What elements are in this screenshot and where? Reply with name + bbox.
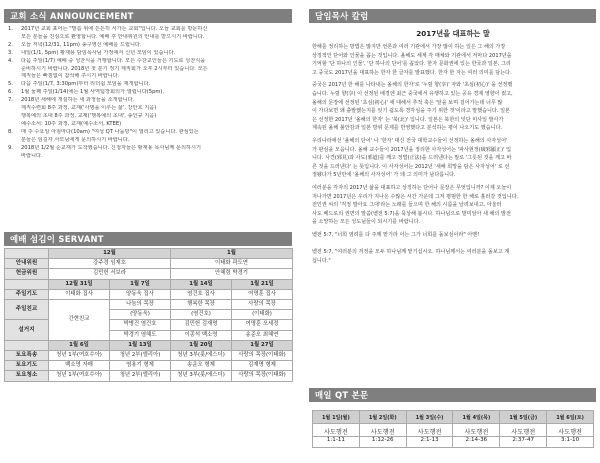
date-header: 1월 6일	[49, 340, 110, 350]
qt-day: 1월 2일(화)	[359, 411, 406, 424]
announcement-line: 준비하시기 바랍니다. 2018년 첫 분기 정기 제직회가 오후 2시부터 있습니다. 모든	[21, 65, 208, 72]
announcement-line: 2017년 교회 표어는 "말씀 위에 든든히 서가는 교회"입니다. 오늘 교회를 방문하신	[21, 26, 208, 32]
table-corner	[5, 340, 49, 350]
qt-book: 사도행전	[547, 424, 594, 437]
announcement-number: 1.	[8, 26, 13, 32]
announcement-line: 매 주 수요일 아침마다(10am) "여성 QT 나눔방"이 열리고 있습니다. 관심있는	[21, 128, 199, 135]
column-line: 우리나라에선 '올해의 단어' 나 '한자' 대신 전국 대학교수들이 선정하는 올해의 사자성어'	[312, 137, 508, 144]
column-line: 가 관심을 모읍니다. 올해 교수들이 2017년을 정리한 사자성어는 '파사현정(破邪顯正)' 입	[312, 146, 512, 153]
announcement-line: 분들은 임길자 사모님에게 문의하시기 바랍니다.	[21, 136, 130, 143]
announcement-line: 제직들은 빠짐없이 참석해 주시기 바랍니다.	[21, 73, 120, 80]
table-row	[5, 300, 293, 310]
table-cell: (염건호)	[171, 310, 232, 320]
announcement-number: 6.	[8, 89, 13, 96]
service-table	[4, 248, 293, 382]
column-paragraph	[312, 231, 594, 265]
column-line: 습니다. 누릴 향(享) 이 선정된 배경엔 최근 중국에서 유행하고 있는 공유 경제 영향이 컸고,	[312, 90, 513, 97]
qt-verse: 1:12-26	[359, 437, 406, 448]
column-line: 한해를 정리하는 방법은 많지만 언론과 여러 기관에서 가장 많이 하는 일은 그 해의 가장	[312, 44, 506, 50]
table-cell: 이태화 곽도연	[171, 259, 293, 269]
column-line: 벧전 5:7, "너희 염려를 다 주께 맡기라 이는 그가 너희를 돌보심이라" 아멘!	[312, 231, 480, 238]
table-cell: 김민헌 김재명	[171, 320, 232, 330]
announcement-line: 오늘 저녁(12/31, 11pm) 송구영신 예배를 드립니다.	[21, 41, 142, 48]
column-paragraph	[312, 81, 594, 133]
qt-verse: 2:14-36	[453, 437, 500, 448]
qt-verses-row	[313, 437, 594, 448]
column-paragraph	[312, 137, 594, 180]
qt-table	[312, 410, 594, 448]
column-line: 정됐다가 5년만에 '올해의 사자성어' 가 돼 그 의미가 남다릅니다.	[312, 172, 456, 179]
row-label: 토요기도	[5, 361, 49, 371]
announcement-line: 제직수련회 8주 과정, 교재('사명을 이루는 삶', 강안호 지음)	[21, 105, 157, 112]
column-line: 른 것을 드러낸다' 는 뜻입니다. 이 사자성어는 2012년 '새해 희망을 담은 사자성어' 로 선	[312, 163, 510, 170]
qt-days-row	[313, 411, 594, 424]
service-header: 예배 섬김이 SERVANT	[4, 232, 292, 246]
announcement-item	[8, 97, 292, 129]
announcement-line: 2018년 새해에 개설하는 새 과정들을 소개합니다.	[21, 97, 135, 104]
announcement-line: 다음 주일(1/7) 예배 중 성찬식을 거행합니다. 모든 수찬교인들은 기도로 성찬식을	[21, 57, 206, 64]
date-header: 1월 21일	[232, 279, 293, 289]
announcement-text	[21, 26, 292, 42]
announcement-line: 2018년 1/2월 순교재가 도착했습니다. 신청자들은 황재용 목사님께 문의하시기	[21, 144, 202, 151]
announcement-text	[21, 81, 292, 89]
announcement-text	[21, 97, 292, 129]
announcement-line: 바랍니다.	[21, 152, 43, 159]
announcement-number: 4.	[8, 57, 13, 64]
column-line: 지나가면 2017년은 우리가 지나온 수많은 시간 가운데 그저 평범한 한 해로 흘러갈 것입니다.	[312, 193, 519, 200]
column-line: 여러분을 각자의 2017년 삶을 대표하고 상징하는 단어나 문장은 무엇입니까? 이제 오늘이	[312, 184, 512, 191]
qt-book: 사도행전	[453, 424, 500, 437]
column-line: 이 가다보면 왜 출발했는지를 잊기 쉽도록 경각심을 주기 위한 것'이라고 말했습니다. 일본	[312, 108, 510, 115]
column-line: 중국은 2017년 한 해를 나타내는 올해의 한자'로 '누릴 향(享)' 자와 '초심(初心)' 을 선정했	[312, 82, 513, 89]
date-header: 12월 31일	[49, 279, 110, 289]
table-cell: 이태화 집사	[49, 289, 110, 299]
announcement-item	[8, 81, 292, 89]
qt-day: 1월 5일(금)	[500, 411, 547, 424]
qt-day: 1월 4일(목)	[453, 411, 500, 424]
table-cell: 박경기 염혜도	[110, 330, 171, 340]
date-header: 1월 14일	[171, 279, 232, 289]
table-row	[5, 320, 293, 330]
row-label: 주일친교	[5, 300, 49, 320]
column-line: 십니다."	[312, 257, 331, 264]
table-row	[5, 259, 293, 269]
table-cell: 여명훈 오세정	[232, 320, 293, 330]
announcement-text	[21, 58, 292, 82]
column-line: 벧전 5:7, "여러분의 걱정을 모두 하나님께 맡기십시오. 하나님께서는 여러분을 돌보고 계	[312, 249, 510, 256]
column-line: 은 선정한 2017년 '올해의 한자' 는 '북(北)' 입니다. 일본은 북한의 잇단 미사일 발사가	[312, 116, 504, 123]
announcement-text	[21, 89, 292, 97]
table-cell: 여명훈 집사	[232, 289, 293, 299]
table-cell: 이종석 백소영	[171, 330, 232, 340]
column-title: 2017년을 대표하는 말	[416, 29, 490, 38]
column-line: 사도 베드로의 권면의 말씀(벧전 5:7)을 묵상해 봅시다. 하나님으로 말미암아 새 해의 발전	[312, 210, 511, 217]
announcement-item	[8, 42, 292, 50]
table-cell: 사랑의 목장	[232, 300, 293, 310]
qt-header: 매일 QT 본문	[309, 388, 596, 402]
row-label: 토요특송	[5, 351, 49, 361]
table-cell: 염용기 형제	[110, 361, 171, 371]
pastor-column	[312, 25, 594, 269]
qt-verse: 1:1-11	[313, 437, 360, 448]
table-cell: 백소영 자매	[49, 361, 110, 371]
qt-verse: 2:37-47	[500, 437, 547, 448]
table-row	[5, 361, 293, 371]
announcement-number: 2.	[8, 41, 13, 48]
qt-book: 사도행전	[500, 424, 547, 437]
announcement-item	[8, 89, 292, 97]
column-line: 상징적인 단어와 인물을 꼽는 것입니다. 올해도 세계 각 매체와 기관에서 저마다 2017년을	[312, 52, 512, 59]
column-line: 전인권 씨의 '걱정 말아요 그대'라는 노래를 들으며 한 해의 시름을 날려보내고, 아울러	[312, 202, 502, 209]
table-row	[5, 269, 293, 279]
qt-book: 사도행전	[359, 424, 406, 437]
announcement-item	[8, 145, 292, 161]
table-cell: 김민헌 서보라	[49, 269, 171, 279]
table-cell: (이태화)	[232, 310, 293, 320]
row-label: 안내위원	[5, 259, 49, 269]
announcement-text	[21, 129, 292, 145]
date-header-row	[5, 279, 293, 289]
table-cell: 송준오 최혜연	[232, 330, 293, 340]
announcement-item	[8, 129, 292, 145]
table-cell: 간현친교	[49, 300, 110, 341]
announcement-text	[21, 42, 292, 50]
pastor-column-header: 담임목사 칼럼	[309, 9, 596, 23]
announcement-header: 교회 소식 ANNOUNCEMENT	[4, 9, 292, 23]
qt-day: 1월 1일(월)	[313, 411, 360, 424]
date-header-row	[5, 340, 293, 350]
qt-verse: 2:1-13	[406, 437, 453, 448]
announcement-text	[21, 50, 292, 58]
row-label: 설거지	[5, 320, 49, 340]
column-paragraph	[312, 43, 594, 77]
date-header: 1월 27일	[232, 340, 293, 350]
date-header: 1월 13일	[110, 340, 171, 350]
column-line: 계속된 올해 불안감과 일본 방위 문제를 반영했다고 분석하는 평이 나오기도 했습니다.	[312, 125, 503, 132]
table-row	[5, 351, 293, 361]
table-cell: 청년 1부(여호수아)	[49, 371, 110, 381]
column-line: 니다. 사견(邪見)과 사도(邪道)를 깨고 정법(正法)을 드러낸다는 말로 '그릇된 것을 깨고 바	[312, 155, 512, 162]
table-cell: 행복한 목장	[171, 300, 232, 310]
table-cell: 청년 1부(여호수아)	[49, 351, 110, 361]
announcement-line: 1월 둘째 주일(1/14)에는 1월 사역팀장회의가 열립니다(5pm).	[21, 89, 165, 96]
announcement-line: 예수소서: 10주 과정, 교재(예수소서, KTEE)	[21, 120, 122, 127]
table-corner	[5, 279, 49, 289]
column-paragraph	[312, 184, 594, 227]
announcement-line: 모든 분들을 진심으로 환영합니다. 예배 후 안내위원의 안내를 받으시기 바랍니다.	[21, 33, 205, 40]
row-label: 토요청소	[5, 371, 49, 381]
announcement-item	[8, 50, 292, 58]
column-line: 을 소망하는 모든 성도님들이 되시기를 바랍니다.	[312, 219, 421, 226]
announcement-number: 7.	[8, 97, 13, 104]
table-cell: 청년 2부(엘리아)	[110, 351, 171, 361]
announcement-number: 9.	[8, 144, 13, 151]
row-label: 헌금위원	[5, 269, 49, 279]
table-cell: 사랑의 목장(이태화)	[232, 351, 293, 361]
announcement-line: 내일(1/1, 5pm) 황재용 담임목사님 가정에서 신년 모임이 있습니다.	[21, 49, 176, 56]
announcement-item	[8, 26, 292, 42]
table-cell: 나눔의 목장	[110, 300, 171, 310]
service-month-row	[5, 249, 293, 259]
announcement-number: 8.	[8, 128, 13, 135]
qt-book: 사도행전	[313, 424, 360, 437]
announcement-text	[21, 145, 292, 161]
announcement-number: 5.	[8, 81, 13, 88]
table-corner	[5, 249, 49, 259]
column-line: 올해의 문장에 선정된 '초심(初心)' 에 대해서 추적 축은 '앞을 보며 걸어가는데 너무 많	[312, 99, 503, 106]
table-row	[5, 371, 293, 381]
qt-verse: 3:1-10	[547, 437, 594, 448]
date-header: 1월 20일	[171, 340, 232, 350]
announcement-line: 행복예의 초대 8주 과정, 교재('행복예의 초대', 송인규 지음)	[21, 112, 157, 119]
qt-books-row	[313, 424, 594, 437]
announcement-item	[8, 58, 292, 82]
table-cell: (양동욱)	[110, 310, 171, 320]
table-cell: 양동욱 집사	[110, 289, 171, 299]
qt-day: 1월 3일(수)	[406, 411, 453, 424]
table-cell: 청년 3부(룻/에스더)	[171, 351, 232, 361]
date-header: 1월 7일	[110, 279, 171, 289]
table-cell: 청년 2부(엘리아)	[110, 371, 171, 381]
column-body	[312, 43, 594, 265]
column-line: 고 중국도 2017년을 대표하는 한자 한 글자를 발표했다. 한자 한 자는 여러 의미를 담는다.	[312, 69, 512, 76]
qt-book: 사도행전	[406, 424, 453, 437]
qt-day: 1월 6일(토)	[547, 411, 594, 424]
table-row	[5, 289, 293, 299]
table-cell: 청년 3부(룻/에스더)	[171, 371, 232, 381]
row-label: 주일기도	[5, 289, 49, 299]
table-cell: 안혜령 박경기	[171, 269, 293, 279]
table-cell: 김재명 형제	[232, 361, 293, 371]
month-header: 12월	[49, 249, 171, 259]
announcement-list	[8, 26, 292, 160]
table-cell: 강주경 임재호	[49, 259, 171, 269]
month-header: 1월	[171, 249, 293, 259]
table-cell: 송운오 형제	[171, 361, 232, 371]
table-cell: 박병건 염건호	[110, 320, 171, 330]
column-line: 기억할 '단 하나의 인물', '단 하나의 단어'를 꼽았다. 한자 문화권에 있는 한국과 일본, 그리	[312, 61, 511, 68]
announcement-line: 다음 주일(1/7, 3:30pm)부터 리더쉽 모임을 재개합니다.	[21, 81, 151, 88]
column-line	[312, 239, 594, 248]
table-cell: 염건호 집사	[171, 289, 232, 299]
announcement-number: 3.	[8, 49, 13, 56]
table-cell: 사랑의 목장(이태화)	[232, 371, 293, 381]
